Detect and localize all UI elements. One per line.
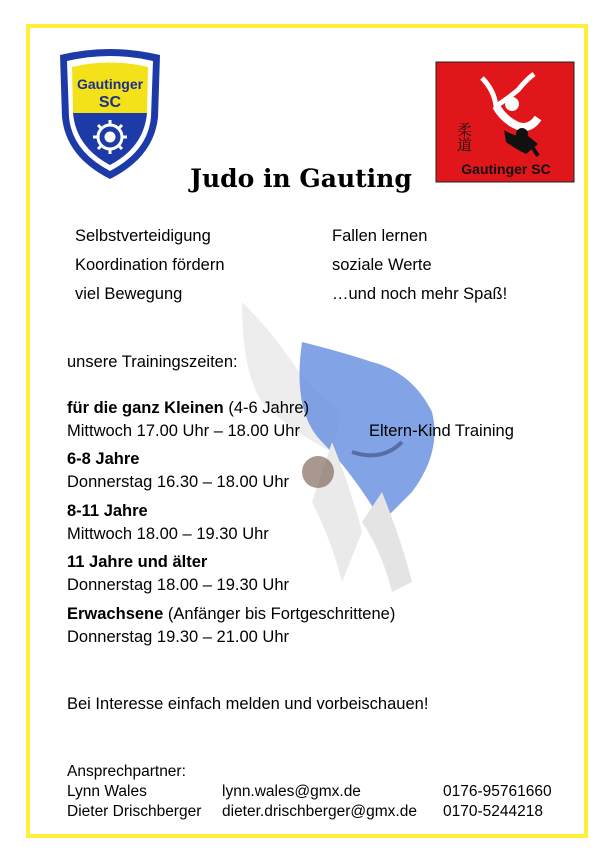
group-extra: (4-6 Jahre) — [223, 399, 310, 417]
group-name: 6-8 Jahre — [67, 450, 140, 468]
page-title: Judo in Gauting — [190, 164, 412, 193]
contact-email[interactable]: lynn.wales@gmx.de — [222, 783, 361, 800]
invite-text: Bei Interesse einfach melden und vorbeischauen! — [67, 695, 429, 713]
contact-heading: Ansprechpartner: — [67, 763, 186, 780]
feature-right-3: …und noch mehr Spaß! — [332, 285, 508, 303]
gear-icon — [93, 120, 127, 154]
group-time: Mittwoch 18.00 – 19.30 Uhr — [67, 525, 269, 543]
judo-kanji: 柔道 — [455, 122, 473, 152]
group-name: 11 Jahre und älter — [67, 553, 208, 571]
group-note: Eltern-Kind Training — [369, 422, 514, 440]
contact-name: Dieter Drischberger — [67, 803, 202, 820]
feature-right-1: Fallen lernen — [332, 227, 428, 245]
group-heading — [67, 398, 309, 418]
gautinger-sc-shield-logo — [54, 47, 166, 183]
feature-right-2: soziale Werte — [332, 256, 432, 274]
shield-text-line2: SC — [98, 94, 122, 111]
contact-name: Lynn Wales — [67, 783, 147, 800]
group-time: Donnerstag 19.30 – 21.00 Uhr — [67, 628, 289, 646]
feature-left-3: viel Bewegung — [75, 285, 183, 303]
contact-phone[interactable]: 0170-5244218 — [443, 803, 543, 820]
contact-email[interactable]: dieter.drischberger@gmx.de — [222, 803, 417, 820]
contact-phone[interactable]: 0176-95761660 — [443, 783, 552, 800]
group-time: Mittwoch 17.00 Uhr – 18.00 Uhr — [67, 422, 300, 440]
group-heading — [67, 604, 395, 624]
group-name: 8-11 Jahre — [67, 502, 148, 520]
group-extra: (Anfänger bis Fortgeschrittene) — [163, 605, 396, 623]
group-name: Erwachsene — [67, 605, 164, 623]
group-time: Donnerstag 18.00 – 19.30 Uhr — [67, 576, 289, 594]
shield-text-line1: Gautinger — [76, 76, 144, 92]
times-heading: unsere Trainingszeiten: — [67, 353, 238, 371]
group-time: Donnerstag 16.30 – 18.00 Uhr — [67, 473, 289, 491]
group-name: für die ganz Kleinen — [67, 399, 224, 417]
badge-caption: Gautinger SC — [461, 161, 551, 177]
feature-left-2: Koordination fördern — [75, 256, 225, 274]
feature-left-1: Selbstverteidigung — [75, 227, 211, 245]
background-judoka-illustration — [232, 292, 448, 602]
